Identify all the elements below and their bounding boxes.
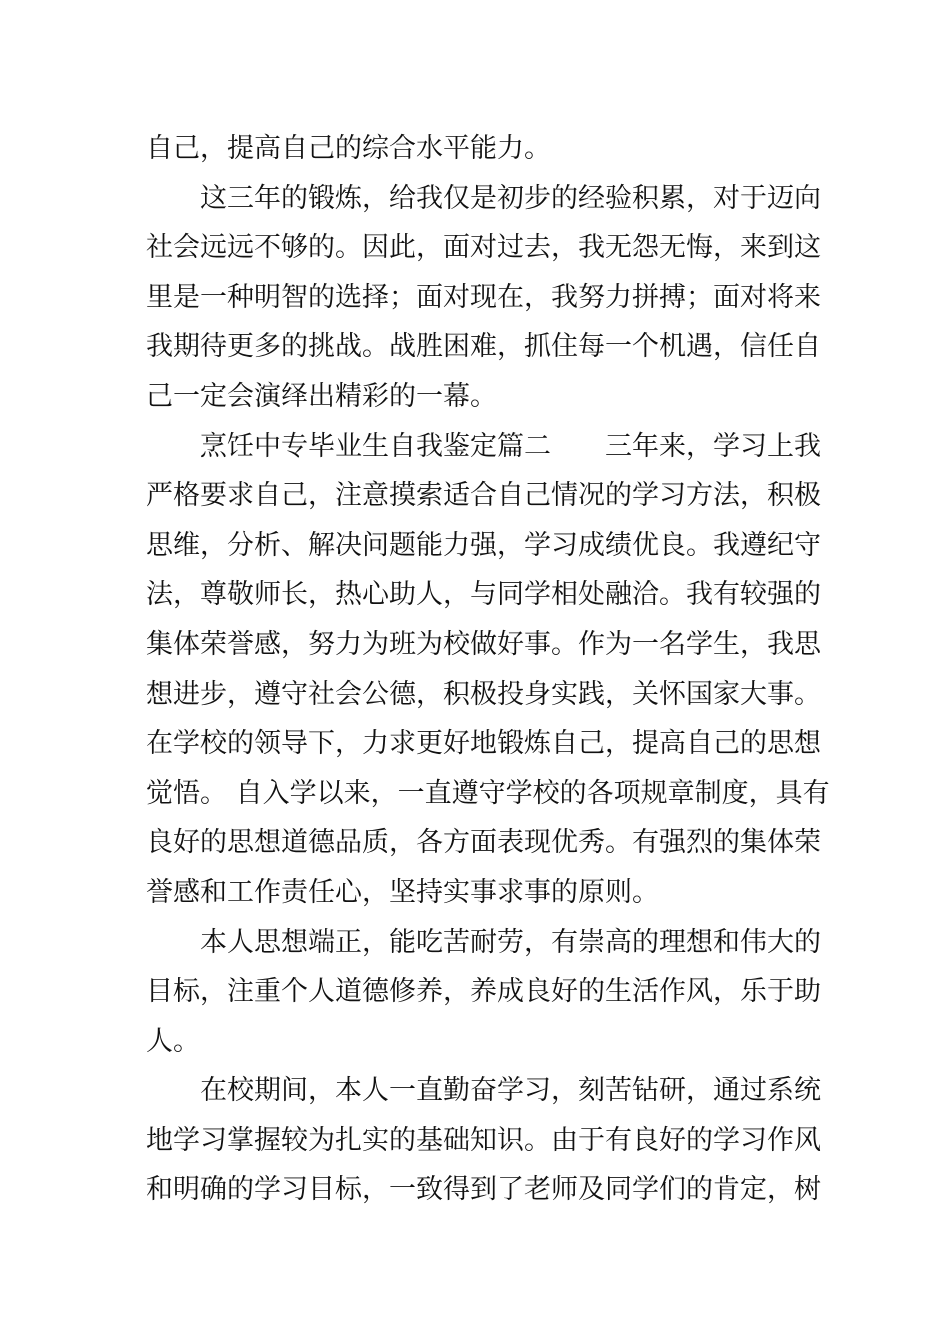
- text-line: 己一定会演绎出精彩的一幕。: [146, 380, 497, 412]
- text-line: 在学校的领导下，力求更好地锻炼自己，提高自己的思想: [146, 728, 821, 760]
- text-line: 誉感和工作责任心，坚持实事求事的原则。: [146, 876, 659, 908]
- text-line: 法，尊敬师长，热心助人，与同学相处融洽。我有较强的: [146, 579, 821, 611]
- text-line: 里是一种明智的选择；面对现在，我努力拼搏；面对将来: [146, 281, 821, 313]
- text-line: 思维，分析、解决问题能力强，学习成绩优良。我遵纪守: [146, 529, 821, 561]
- text-line: 烹饪中专毕业生自我鉴定篇二 三年来，学习上我: [200, 430, 821, 462]
- text-line: 本人思想端正，能吃苦耐劳，有崇高的理想和伟大的: [200, 926, 821, 958]
- text-line: 地学习掌握较为扎实的基础知识。由于有良好的学习作风: [146, 1124, 821, 1156]
- text-line: 这三年的锻炼，给我仅是初步的经验积累，对于迈向: [200, 182, 821, 214]
- text-line: 良好的思想道德品质，各方面表现优秀。有强烈的集体荣: [146, 827, 821, 859]
- document-body-text: [146, 124, 830, 1215]
- text-line: 想进步，遵守社会公德，积极投身实践，关怀国家大事。: [146, 678, 821, 710]
- text-line: 严格要求自己，注意摸索适合自己情况的学习方法，积极: [146, 480, 821, 512]
- text-line: 在校期间，本人一直勤奋学习，刻苦钻研，通过系统: [200, 1075, 821, 1107]
- text-line: 集体荣誉感，努力为班为校做好事。作为一名学生，我思: [146, 628, 821, 660]
- text-line: 目标，注重个人道德修养，养成良好的生活作风，乐于助: [146, 976, 821, 1008]
- text-line: 我期待更多的挑战。战胜困难，抓住每一个机遇，信任自: [146, 331, 821, 363]
- text-line: 觉悟。 自入学以来，一直遵守学校的各项规章制度，具有: [146, 777, 830, 809]
- text-line: 社会远远不够的。因此，面对过去，我无怨无悔，来到这: [146, 232, 821, 264]
- text-line: 人。: [146, 1025, 200, 1057]
- text-line: 自己，提高自己的综合水平能力。: [146, 133, 551, 164]
- text-line: 和明确的学习目标，一致得到了老师及同学们的肯定，树: [146, 1174, 821, 1206]
